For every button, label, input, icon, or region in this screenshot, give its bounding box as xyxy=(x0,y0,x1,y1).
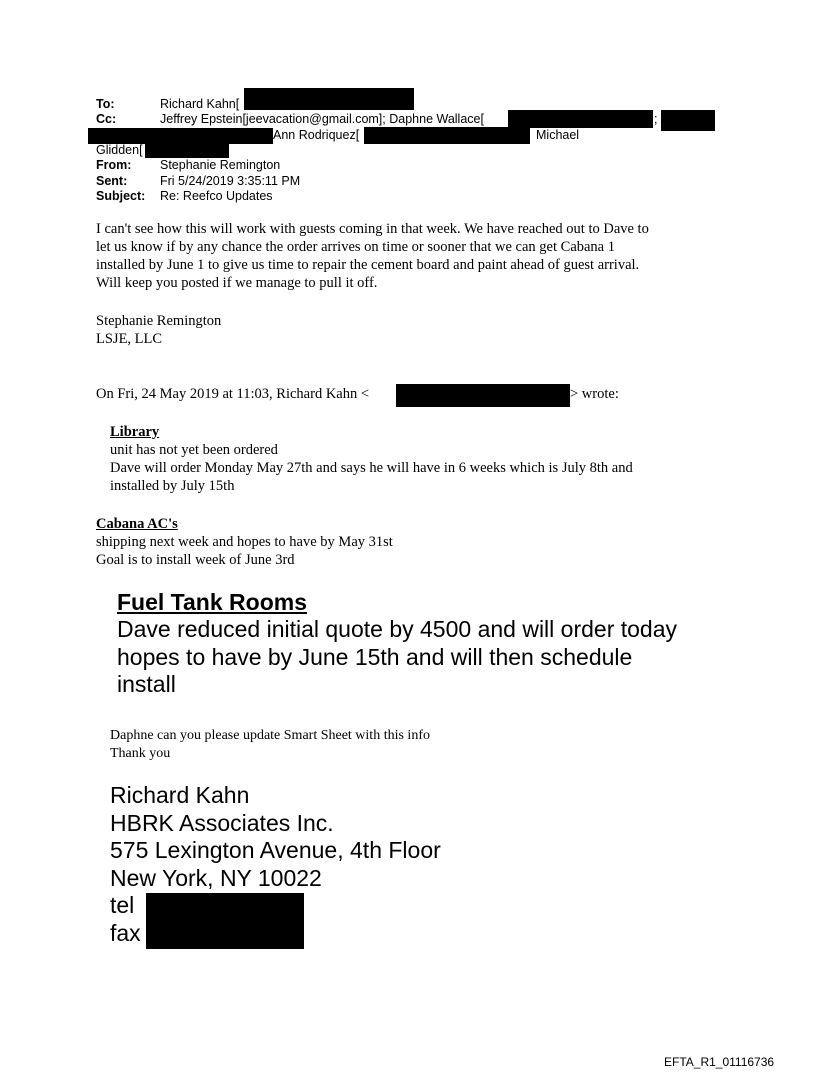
redaction-cc-5 xyxy=(145,141,229,158)
sig-company: HBRK Associates Inc. xyxy=(110,809,334,836)
reply-line: let us know if by any chance the order arrives on time or sooner that we can get Cabana 1 xyxy=(96,239,615,255)
cc-value-3: Michael xyxy=(536,128,580,142)
daphne-line: Daphne can you please update Smart Sheet with this info xyxy=(110,728,430,743)
redaction-fax xyxy=(146,921,304,949)
cabana-line: shipping next week and hopes to have by May 31st xyxy=(96,534,393,550)
redaction-to xyxy=(244,88,414,110)
to-label: To: xyxy=(96,97,115,111)
sig-city: New York, NY 10022 xyxy=(110,864,322,891)
reply-body xyxy=(96,220,649,292)
cabana-line: Goal is to install week of June 3rd xyxy=(96,552,295,568)
quote-intro-prefix: On Fri, 24 May 2019 at 11:03, Richard Kahn < xyxy=(96,386,370,402)
sig-address: 575 Lexington Avenue, 4th Floor xyxy=(110,837,441,863)
cc-value-4: Glidden[ xyxy=(96,143,143,157)
redaction-cc-1 xyxy=(508,110,653,128)
cc-separator: ; xyxy=(654,112,658,126)
daphne-section xyxy=(110,727,430,763)
library-line: unit has not yet been ordered xyxy=(110,442,278,458)
reply-signature xyxy=(96,312,221,348)
reply-line: Will keep you posted if we manage to pull it off. xyxy=(96,275,378,291)
daphne-line: Thank you xyxy=(110,746,171,761)
document-id: EFTA_R1_01116736 xyxy=(664,1055,775,1069)
to-value: Richard Kahn[ xyxy=(160,97,240,111)
from-value: Stephanie Remington xyxy=(160,158,281,172)
sig-tel-label: tel xyxy=(110,892,135,918)
subject-label: Subject: xyxy=(96,189,146,203)
cabana-title: Cabana AC's xyxy=(96,516,178,532)
sent-value: Fri 5/24/2019 3:35:11 PM xyxy=(160,174,301,188)
redaction-cc-4 xyxy=(364,127,530,144)
sig-fax-label: fax xyxy=(110,919,141,946)
fuel-title: Fuel Tank Rooms xyxy=(117,589,307,615)
cc-label: Cc: xyxy=(96,112,117,126)
subject-value: Re: Reefco Updates xyxy=(160,189,273,203)
redaction-cc-2 xyxy=(661,110,715,131)
fuel-line: install xyxy=(117,671,176,697)
fuel-line: Dave reduced initial quote by 4500 and will order today xyxy=(117,616,678,642)
redaction-email xyxy=(396,384,570,407)
quote-intro-suffix: > wrote: xyxy=(570,386,619,402)
reply-sig-name: Stephanie Remington xyxy=(96,313,222,329)
reply-line: I can't see how this will work with guests coming in that week. We have reached out to Dave to xyxy=(96,221,649,237)
sig-name: Richard Kahn xyxy=(110,782,250,808)
cc-value-2: Ann Rodriquez[ xyxy=(273,128,360,142)
library-line: Dave will order Monday May 27th and says he will have in 6 weeks which is July 8th and xyxy=(110,460,633,476)
library-title: Library xyxy=(110,424,160,440)
library-section xyxy=(110,423,633,495)
fuel-line: hopes to have by June 15th and will then schedule xyxy=(117,643,633,670)
from-label: From: xyxy=(96,158,132,172)
cabana-section xyxy=(96,515,393,569)
reply-sig-company: LSJE, LLC xyxy=(96,331,163,347)
library-line: installed by July 15th xyxy=(110,478,235,494)
cc-value-1: Jeffrey Epstein[jeevacation@gmail.com]; Daphne Wallace[ xyxy=(160,112,484,126)
reply-line: installed by June 1 to give us time to repair the cement board and paint ahead of guest arrival. xyxy=(96,257,640,273)
sent-label: Sent: xyxy=(96,174,128,188)
redaction-tel xyxy=(146,893,304,923)
fuel-section xyxy=(117,588,677,699)
